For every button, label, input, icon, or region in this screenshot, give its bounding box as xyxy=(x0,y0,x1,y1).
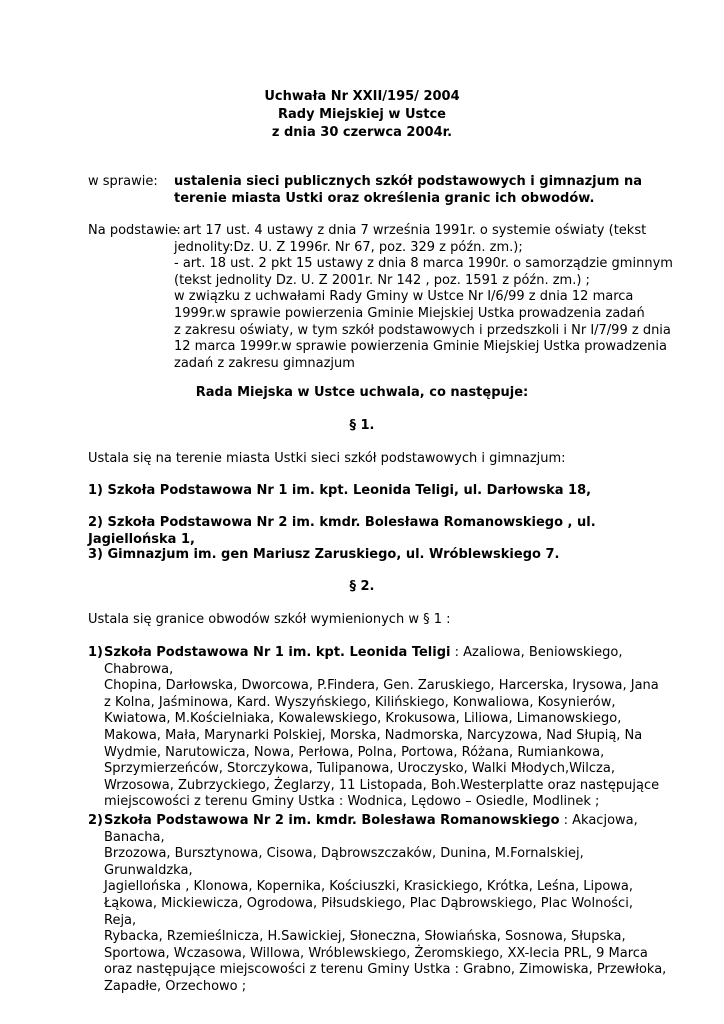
section-2-intro: Ustala się granice obwodów szkół wymienionych w § 1 : xyxy=(88,612,451,627)
list-number: 2) xyxy=(88,813,103,828)
resolution-intro: Rada Miejska w Ustce uchwala, co następuje: xyxy=(195,385,529,400)
district-line: Jagiellońska , Klonowa, Kopernika, Kościuszki, Krasickiego, Krótka, Leśna, Lipowa, xyxy=(104,879,634,895)
legal-basis-line: 1999r.w sprawie powierzenia Gminie Miejskiej Ustka prowadzenia zadań xyxy=(174,305,645,321)
district-text xyxy=(88,645,668,811)
subject-text: ustalenia sieci publicznych szkół podstawowych i gimnazjum na terenie miasta Ustki oraz określenia granic ich obwodów. xyxy=(174,174,642,206)
legal-basis-line: 12 marca 1999r.w sprawie powierzenia Gminie Miejskiej Ustka prowadzenia xyxy=(174,339,667,355)
district-line: Rybacka, Rzemieślnicza, H.Sawickiej, Słoneczna, Słowiańska, Sosnowa, Słupska, xyxy=(104,929,626,945)
legal-basis-line: (tekst jednolity Dz. U. Z 2001r. Nr 142 , poz. 1591 z późn. zm.) ; xyxy=(174,272,590,288)
section-1-heading: § 1. xyxy=(349,418,375,433)
district-line: oraz następujące miejscowości z terenu Gminy Ustka : Grabno, Zimowiska, Przewłoka, xyxy=(104,962,667,978)
district-line: Sprzymierzeńców, Storczykowa, Tulipanowa, Uroczysko, Walki Młodych,Wilcza, xyxy=(104,761,615,777)
district-list-item-2 xyxy=(88,813,668,996)
legal-basis-text xyxy=(174,223,674,372)
list-number: 1) xyxy=(88,645,103,660)
title-line-2: Rady Miejskiej w Ustce xyxy=(278,107,446,122)
legal-basis-line: w związku z uchwałami Rady Gminy w Ustce Nr I/6/99 z dnia 12 marca xyxy=(174,289,634,305)
subject-label: w sprawie: xyxy=(88,174,158,189)
school-name: Szkoła Podstawowa Nr 1 im. kpt. Leonida Teligi xyxy=(104,645,451,660)
title-line-1: Uchwała Nr XXII/195/ 2004 xyxy=(264,89,460,104)
section-2-heading: § 2. xyxy=(349,579,375,594)
school-item-3: 3) Gimnazjum im. gen Mariusz Zaruskiego, ul. Wróblewskiego 7. xyxy=(88,547,560,562)
school-name: Szkoła Podstawowa Nr 2 im. kmdr. Bolesława Romanowskiego xyxy=(104,813,560,828)
district-text xyxy=(88,813,668,996)
district-list-item-1 xyxy=(88,645,668,811)
district-line: : Akacjowa, Banacha, xyxy=(104,813,638,845)
district-line: Zapadłe, Orzechowo ; xyxy=(104,978,247,994)
district-line: Sportowa, Wczasowa, Willowa, Wróblewskiego, Żeromskiego, XX-lecia PRL, 9 Marca xyxy=(104,945,648,961)
legal-basis-line: - art. 18 ust. 2 pkt 15 ustawy z dnia 8 marca 1990r. o samorządzie gminnym xyxy=(174,256,673,272)
school-item-2: 2) Szkoła Podstawowa Nr 2 im. kmdr. Bolesława Romanowskiego , ul. Jagiellońska 1, xyxy=(88,515,596,547)
district-line: Kwiatowa, M.Kościelniaka, Kowalewskiego, Krokusowa, Liliowa, Limanowskiego, xyxy=(104,711,622,727)
resolution-title xyxy=(0,89,724,143)
school-item-1: 1) Szkoła Podstawowa Nr 1 im. kpt. Leonida Teligi, ul. Darłowska 18, xyxy=(88,483,592,498)
district-line: Makowa, Mała, Marynarki Polskiej, Morska, Nadmorska, Narcyzowa, Nad Słupią, Na xyxy=(104,727,643,743)
legal-basis-label: Na podstawie: xyxy=(88,223,181,238)
district-line: : Azaliowa, Beniowskiego, Chabrowa, xyxy=(104,645,623,677)
legal-basis-line: jednolity:Dz. U. Z 1996r. Nr 67, poz. 329 z późn. zm.); xyxy=(174,239,523,255)
district-line: Łąkowa, Mickiewicza, Ogrodowa, Piłsudskiego, Plac Dąbrowskiego, Plac Wolności, Reja, xyxy=(104,895,633,928)
district-line: Brzozowa, Bursztynowa, Cisowa, Dąbrowszczaków, Dunina, M.Fornalskiej, Grunwaldzka, xyxy=(104,846,584,878)
legal-basis-line: zadań z zakresu gimnazjum xyxy=(174,355,355,371)
title-line-3: z dnia 30 czerwca 2004r. xyxy=(271,125,453,140)
district-line: Wydmie, Narutowicza, Nowa, Perłowa, Polna, Portowa, Różana, Rumiankowa, xyxy=(104,744,605,760)
district-line: miejscowości z terenu Gminy Ustka : Wodnica, Lędowo – Osiedle, Modlinek ; xyxy=(104,794,600,810)
legal-basis-line: - art 17 ust. 4 ustawy z dnia 7 września 1991r. o systemie oświaty (tekst xyxy=(174,223,647,238)
district-line: z Kolna, Jaśminowa, Kard. Wyszyńskiego, Kilińskiego, Konwaliowa, Kosynierów, xyxy=(104,694,616,710)
legal-basis-line: z zakresu oświaty, w tym szkół podstawowych i przedszkoli i Nr I/7/99 z dnia xyxy=(174,322,671,338)
section-1-intro: Ustala się na terenie miasta Ustki sieci szkół podstawowych i gimnazjum: xyxy=(88,451,566,466)
district-line: Wrzosowa, Zubrzyckiego, Żeglarzy, 11 Listopada, Boh.Westerplatte oraz następujące xyxy=(104,777,660,793)
district-line: Chopina, Darłowska, Dworcowa, P.Findera, Gen. Zaruskiego, Harcerska, Irysowa, Jana xyxy=(104,678,659,694)
